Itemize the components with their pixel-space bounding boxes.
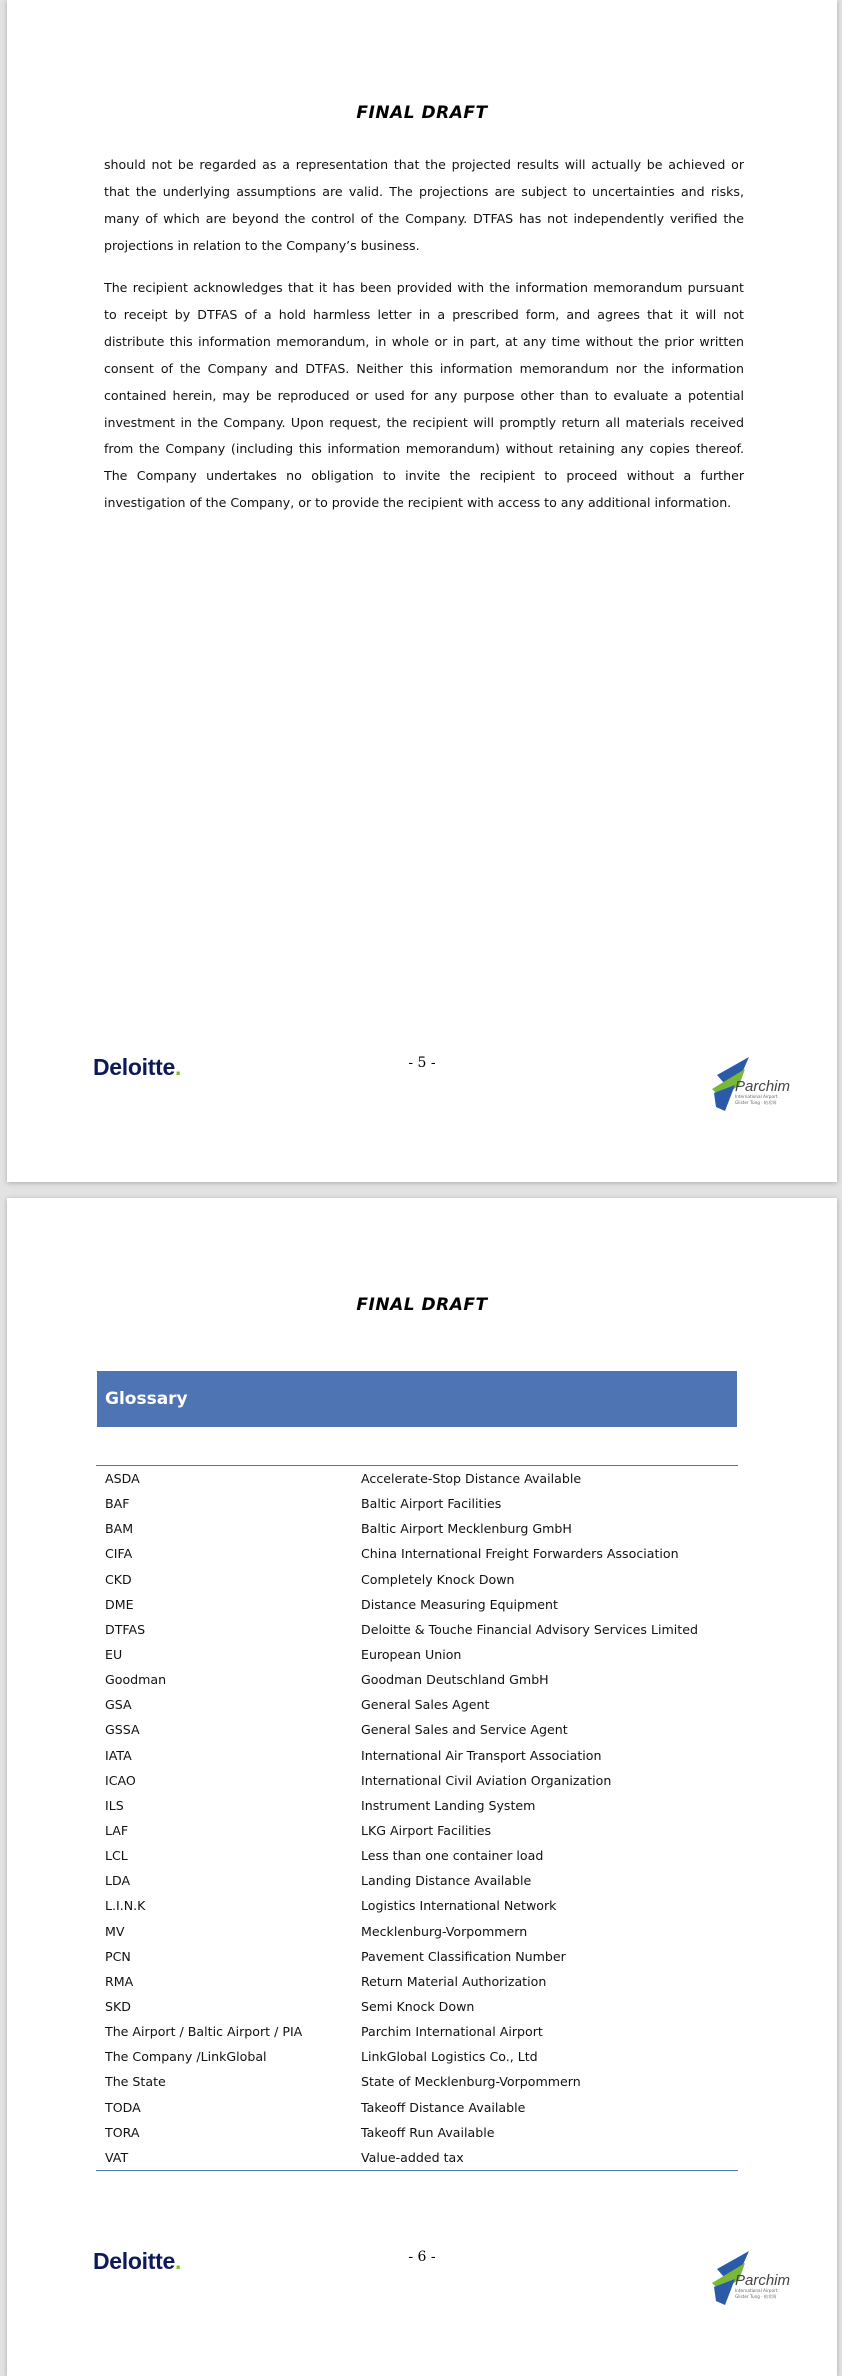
glossary-abbreviation: The Airport / Baltic Airport / PIA	[105, 2024, 303, 2040]
glossary-table	[96, 1465, 738, 2171]
glossary-definition: International Civil Aviation Organization	[361, 1772, 612, 1788]
glossary-row	[96, 1642, 738, 1667]
glossary-definition: European Union	[361, 1647, 462, 1663]
glossary-definition: Takeoff Run Available	[361, 2124, 495, 2140]
glossary-abbreviation: BAM	[105, 1521, 134, 1537]
glossary-row	[96, 1717, 738, 1742]
glossary-definition: Takeoff Distance Available	[361, 2099, 526, 2115]
glossary-row	[96, 1969, 738, 1994]
glossary-definition: China International Freight Forwarders Association	[361, 1546, 679, 1562]
glossary-definition: Deloitte & Touche Financial Advisory Services Limited	[361, 1621, 698, 1637]
glossary-abbreviation: LAF	[105, 1823, 129, 1839]
glossary-abbreviation: RMA	[105, 1973, 134, 1989]
glossary-abbreviation: CIFA	[105, 1546, 133, 1562]
glossary-abbreviation: ICAO	[105, 1772, 136, 1788]
glossary-abbreviation: GSA	[105, 1697, 132, 1713]
glossary-definition: State of Mecklenburg-Vorpommern	[361, 2074, 581, 2090]
glossary-definition: General Sales Agent	[361, 1697, 490, 1713]
glossary-abbreviation: SKD	[105, 1999, 131, 2015]
glossary-definition: Value-added tax	[361, 2149, 464, 2165]
page-title: FINAL DRAFT	[356, 1295, 488, 1315]
glossary-definition: Logistics International Network	[361, 1898, 557, 1914]
glossary-row	[96, 1667, 738, 1692]
page-title: FINAL DRAFT	[356, 103, 488, 123]
glossary-definition: Goodman Deutschland GmbH	[361, 1672, 549, 1688]
glossary-definition: LKG Airport Facilities	[361, 1823, 492, 1839]
svg-text:Glister Tung · 帕希姆: Glister Tung · 帕希姆	[735, 1100, 777, 1105]
glossary-definition: Baltic Airport Facilities	[361, 1496, 502, 1512]
svg-text:Parchim: Parchim	[735, 1078, 791, 1095]
svg-text:Glister Tung · 帕希姆: Glister Tung · 帕希姆	[735, 2294, 777, 2299]
glossary-abbreviation: L.I.N.K	[105, 1898, 146, 1914]
svg-text:International Airport: International Airport	[735, 1094, 778, 1099]
glossary-row	[96, 1516, 738, 1541]
glossary-definition: Less than one container load	[361, 1848, 544, 1864]
glossary-abbreviation: IATA	[105, 1747, 132, 1763]
glossary-row	[96, 1818, 738, 1843]
glossary-definition: Return Material Authorization	[361, 1973, 547, 1989]
glossary-row	[96, 2069, 738, 2094]
parchim-airport-logo	[711, 2235, 801, 2307]
body-paragraph-recipient-acknowledgement: The recipient acknowledges that it has been provided with the information memorandum pursuant to receipt by DTFAS of a hold harmless letter in a prescribed form, and agrees that it will not distribute this information memorandum, in whole or in part, at any time without the prior written consent of the Company and DTFAS. Neither this information memorandum nor the information contained herein, may be reproduced or used for any purpose other than to evaluate a potential investment in the Company. Upon request, the recipient will promptly return all materials received from the Company (including this information memorandum) without retaining any copies thereof. The Company undertakes no obligation to invite the recipient to proceed without a further investigation of the Company, or to provide the recipient with access to any additional information.	[104, 280, 744, 511]
svg-text:Parchim: Parchim	[735, 2272, 791, 2289]
glossary-abbreviation: LDA	[105, 1873, 131, 1889]
glossary-definition: Landing Distance Available	[361, 1873, 532, 1889]
glossary-abbreviation: DTFAS	[105, 1621, 146, 1637]
glossary-abbreviation: LCL	[105, 1848, 128, 1864]
glossary-abbreviation: TORA	[105, 2124, 140, 2140]
glossary-row	[96, 1592, 738, 1617]
glossary-definition: Instrument Landing System	[361, 1797, 536, 1813]
glossary-row	[96, 1768, 738, 1793]
glossary-row	[96, 1541, 738, 1566]
glossary-definition: LinkGlobal Logistics Co., Ltd	[361, 2049, 538, 2065]
glossary-abbreviation: EU	[105, 1647, 123, 1663]
glossary-heading: Glossary	[97, 1371, 737, 1427]
glossary-definition: General Sales and Service Agent	[361, 1722, 568, 1738]
document-page-5	[7, 0, 837, 1182]
page-number: - 5 -	[408, 1055, 436, 1071]
glossary-definition: Baltic Airport Mecklenburg GmbH	[361, 1521, 572, 1537]
glossary-abbreviation: MV	[105, 1923, 125, 1939]
glossary-abbreviation: ASDA	[105, 1471, 140, 1487]
glossary-abbreviation: TODA	[105, 2099, 141, 2115]
glossary-definition: Distance Measuring Equipment	[361, 1596, 558, 1612]
glossary-row	[96, 1692, 738, 1717]
deloitte-logo: Deloitte.	[93, 2248, 182, 2274]
glossary-row	[96, 1893, 738, 1918]
glossary-abbreviation: Goodman	[105, 1672, 167, 1688]
glossary-abbreviation: CKD	[105, 1571, 132, 1587]
page-number: - 6 -	[408, 2249, 436, 2265]
glossary-row	[96, 2044, 738, 2069]
glossary-row	[96, 1994, 738, 2019]
parchim-airport-logo	[711, 1041, 801, 1113]
glossary-row	[96, 1491, 738, 1516]
glossary-definition: Parchim International Airport	[361, 2024, 543, 2040]
glossary-abbreviation: GSSA	[105, 1722, 140, 1738]
glossary-row	[96, 2095, 738, 2120]
glossary-definition: Completely Knock Down	[361, 1571, 515, 1587]
glossary-row	[96, 1919, 738, 1944]
glossary-abbreviation: VAT	[105, 2149, 129, 2165]
glossary-row	[96, 1617, 738, 1642]
glossary-row	[96, 1944, 738, 1969]
glossary-row	[96, 1466, 738, 1492]
glossary-definition: Pavement Classification Number	[361, 1948, 566, 1964]
glossary-definition: Accelerate-Stop Distance Available	[361, 1471, 582, 1487]
glossary-row	[96, 1567, 738, 1592]
glossary-row	[96, 1743, 738, 1768]
glossary-row	[96, 1868, 738, 1893]
document-page-6	[7, 1198, 837, 2376]
glossary-definition: Mecklenburg-Vorpommern	[361, 1923, 528, 1939]
glossary-row	[96, 2145, 738, 2171]
glossary-abbreviation: ILS	[105, 1797, 124, 1813]
glossary-abbreviation: The Company /LinkGlobal	[105, 2049, 267, 2065]
glossary-abbreviation: BAF	[105, 1496, 130, 1512]
glossary-row	[96, 1793, 738, 1818]
glossary-abbreviation: The State	[105, 2074, 166, 2090]
glossary-definition: International Air Transport Association	[361, 1747, 602, 1763]
svg-text:International Airport: International Airport	[735, 2288, 778, 2293]
glossary-row	[96, 1843, 738, 1868]
glossary-definition: Semi Knock Down	[361, 1999, 475, 2015]
glossary-abbreviation: PCN	[105, 1948, 131, 1964]
body-paragraph-projections: should not be regarded as a representation that the projected results will actually be achieved or that the underlying assumptions are valid. The projections are subject to uncertainties and risks, many of which are beyond the control of the Company. DTFAS has not independently verified the projections in relation to the Company’s business.	[104, 157, 744, 253]
glossary-row	[96, 2120, 738, 2145]
glossary-row	[96, 2019, 738, 2044]
glossary-abbreviation: DME	[105, 1596, 134, 1612]
deloitte-logo: Deloitte.	[93, 1054, 182, 1080]
